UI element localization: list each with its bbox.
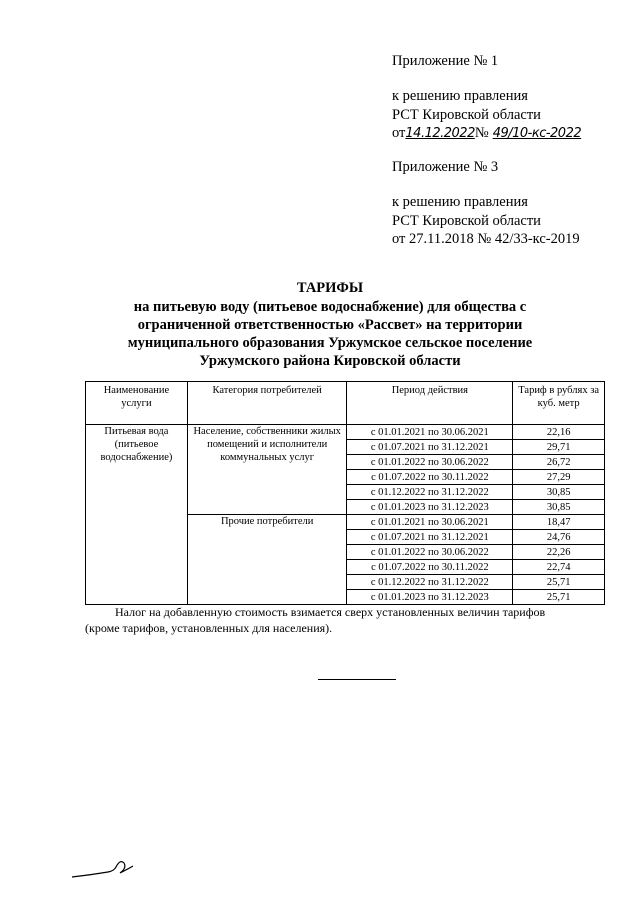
header-period: Период действия [347, 382, 513, 425]
period-cell: с 01.07.2021 по 31.12.2021 [347, 530, 513, 545]
tariff-cell: 25,71 [513, 575, 605, 590]
header-category: Категория потребителей [187, 382, 347, 425]
tariff-cell: 27,29 [513, 470, 605, 485]
appendix1-date-line [392, 123, 581, 144]
from-prefix: от [392, 125, 406, 141]
appendix1-decision-line: к решению правления [392, 88, 528, 104]
category-cell-other: Прочие потребители [187, 515, 347, 605]
header-tariff: Тариф в рублях за куб. метр [513, 382, 605, 425]
appendix3-authority-line: РСТ Кировской области [392, 213, 541, 229]
title-line-1: на питьевую воду (питьевое водоснабжение) для общества с [133, 299, 527, 315]
tariff-cell: 30,85 [513, 500, 605, 515]
period-cell: с 01.12.2022 по 31.12.2022 [347, 575, 513, 590]
tariff-cell: 18,47 [513, 515, 605, 530]
period-cell: с 01.07.2022 по 30.11.2022 [347, 470, 513, 485]
tariff-cell: 30,85 [513, 485, 605, 500]
appendix3-decision-line: к решению правления [392, 194, 528, 210]
period-cell: с 01.07.2021 по 31.12.2021 [347, 440, 513, 455]
tariff-table [85, 381, 605, 605]
tariff-cell: 22,26 [513, 545, 605, 560]
tariff-cell: 26,72 [513, 455, 605, 470]
closing-divider [318, 679, 396, 680]
service-name-cell: Питьевая вода (питьевое водоснабжение) [86, 425, 188, 605]
title-line-2: ограниченной ответственностью «Рассвет» на территории [137, 317, 523, 333]
handwritten-number: 49/10-кс-2022 [492, 126, 582, 141]
vat-note-line-1: Налог на добавленную стоимость взимается сверх установленных величин тарифов [115, 605, 546, 619]
title-line-4: Уржумского района Кировской области [199, 353, 461, 369]
period-cell: с 01.01.2023 по 31.12.2023 [347, 500, 513, 515]
period-cell: с 01.01.2021 по 30.06.2021 [347, 515, 513, 530]
period-cell: с 01.01.2021 по 30.06.2021 [347, 425, 513, 440]
tariff-cell: 29,71 [513, 440, 605, 455]
signature-mark [70, 855, 140, 885]
table-row [86, 425, 605, 440]
period-cell: с 01.12.2022 по 31.12.2022 [347, 485, 513, 500]
vat-note-line-2: (кроме тарифов, установленных для населения). [85, 621, 333, 635]
tariff-cell: 25,71 [513, 590, 605, 605]
appendix3-date-line: от 27.11.2018 № 42/33-кс-2019 [392, 231, 580, 247]
period-cell: с 01.07.2022 по 30.11.2022 [347, 560, 513, 575]
tariff-cell: 22,16 [513, 425, 605, 440]
period-cell: с 01.01.2022 по 30.06.2022 [347, 455, 513, 470]
appendix1-title: Приложение № 1 [392, 53, 499, 69]
title-line-3: муниципального образования Уржумское сельское поселение [127, 335, 533, 351]
handwritten-date: 14.12.2022 [405, 126, 475, 141]
period-cell: с 01.01.2023 по 31.12.2023 [347, 590, 513, 605]
category-cell-population: Население, собственники жилых помещений и исполнители коммунальных услуг [187, 425, 347, 515]
period-cell: с 01.01.2022 по 30.06.2022 [347, 545, 513, 560]
number-prefix: № [474, 125, 489, 141]
tariff-cell: 22,74 [513, 560, 605, 575]
appendix3-title: Приложение № 3 [392, 159, 499, 175]
appendix1-authority-line: РСТ Кировской области [392, 107, 541, 123]
tariff-cell: 24,76 [513, 530, 605, 545]
document-title: ТАРИФЫ [296, 280, 364, 296]
header-service-name: Наименование услуги [86, 382, 188, 425]
